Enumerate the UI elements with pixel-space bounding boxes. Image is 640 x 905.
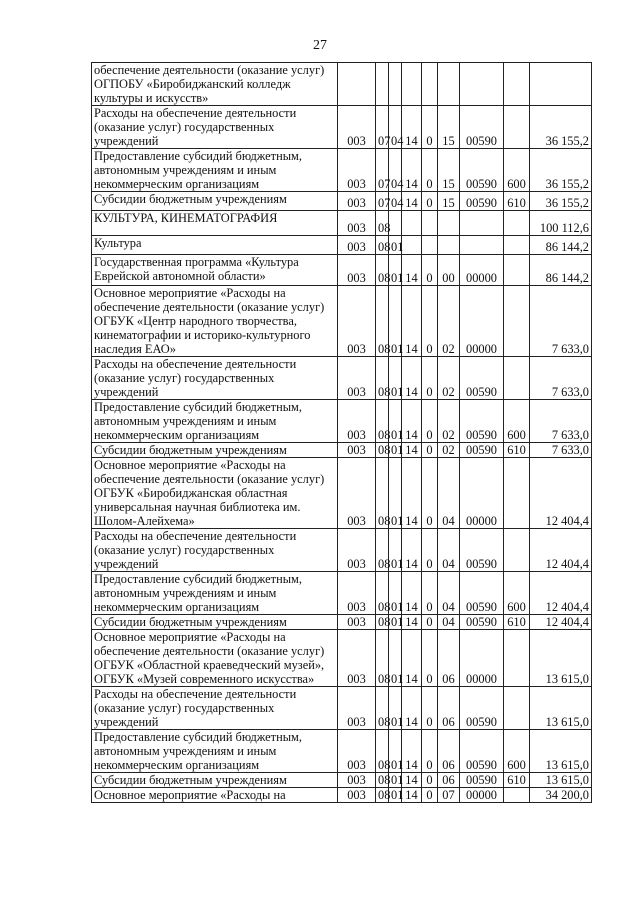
section-code-cell: 08 — [376, 630, 389, 687]
subprogram-code-cell: 0 — [422, 458, 438, 529]
program-code-cell: 14 — [402, 687, 422, 730]
program-code-cell: 14 — [402, 788, 422, 803]
activity-code-cell: 06 — [438, 687, 460, 730]
program-code-cell: 14 — [402, 730, 422, 773]
amount-cell: 86 144,2 — [530, 236, 592, 255]
activity-code-cell: 04 — [438, 529, 460, 572]
subprogram-code-cell: 0 — [422, 443, 438, 458]
table-row — [92, 192, 592, 211]
ministry-code-cell: 003 — [338, 236, 376, 255]
expense-name-cell: Расходы на обеспечение деятельности (оказание услуг) государственных учреждений — [92, 106, 338, 149]
activity-code-cell: 15 — [438, 149, 460, 192]
expense-name-cell: Субсидии бюджетным учреждениям — [92, 443, 338, 458]
subprogram-code-cell: 0 — [422, 357, 438, 400]
table-row — [92, 615, 592, 630]
ministry-code-cell: 003 — [338, 400, 376, 443]
program-code-cell: 14 — [402, 572, 422, 615]
expense-type-code-cell: 610 — [504, 773, 530, 788]
expense-type-code-cell: 610 — [504, 192, 530, 211]
direction-code-cell: 00000 — [460, 458, 504, 529]
program-code-cell: 14 — [402, 630, 422, 687]
amount-cell — [530, 63, 592, 106]
subsection-code-cell: 04 — [389, 106, 402, 149]
expense-type-code-cell — [504, 286, 530, 357]
subsection-code-cell — [389, 63, 402, 106]
section-code-cell: 08 — [376, 730, 389, 773]
amount-cell: 12 404,4 — [530, 615, 592, 630]
expense-name-cell: Расходы на обеспечение деятельности (оказание услуг) государственных учреждений — [92, 687, 338, 730]
program-code-cell: 14 — [402, 400, 422, 443]
expense-name-cell: Субсидии бюджетным учреждениям — [92, 192, 338, 211]
subprogram-code-cell — [422, 63, 438, 106]
section-code-cell: 07 — [376, 149, 389, 192]
subprogram-code-cell: 0 — [422, 529, 438, 572]
expense-name-cell: Расходы на обеспечение деятельности (оказание услуг) государственных учреждений — [92, 529, 338, 572]
expense-name-cell: Расходы на обеспечение деятельности (оказание услуг) государственных учреждений — [92, 357, 338, 400]
expense-type-code-cell: 600 — [504, 572, 530, 615]
subsection-code-cell: 01 — [389, 400, 402, 443]
subsection-code-cell: 01 — [389, 572, 402, 615]
expense-type-code-cell — [504, 357, 530, 400]
subprogram-code-cell: 0 — [422, 255, 438, 286]
activity-code-cell: 07 — [438, 788, 460, 803]
ministry-code-cell: 003 — [338, 458, 376, 529]
table-row — [92, 788, 592, 803]
ministry-code-cell: 003 — [338, 687, 376, 730]
activity-code-cell: 02 — [438, 443, 460, 458]
direction-code-cell: 00590 — [460, 357, 504, 400]
direction-code-cell: 00000 — [460, 286, 504, 357]
expense-name-cell: Основное мероприятие «Расходы на обеспечение деятельности (оказание услуг) ОГБУК «Биробиджанская областная универсальная научная библиотека им. Шолом-Алейхема» — [92, 458, 338, 529]
table-row — [92, 63, 592, 106]
activity-code-cell: 06 — [438, 730, 460, 773]
program-code-cell: 14 — [402, 106, 422, 149]
direction-code-cell — [460, 236, 504, 255]
expense-type-code-cell: 610 — [504, 615, 530, 630]
activity-code-cell: 06 — [438, 773, 460, 788]
subsection-code-cell: 01 — [389, 357, 402, 400]
activity-code-cell: 15 — [438, 106, 460, 149]
expense-type-code-cell — [504, 211, 530, 236]
subsection-code-cell: 01 — [389, 529, 402, 572]
program-code-cell: 14 — [402, 529, 422, 572]
table-row — [92, 357, 592, 400]
expense-name-cell: Культура — [92, 236, 338, 255]
section-code-cell: 08 — [376, 458, 389, 529]
program-code-cell — [402, 236, 422, 255]
table-row — [92, 529, 592, 572]
program-code-cell: 14 — [402, 286, 422, 357]
subsection-code-cell: 01 — [389, 458, 402, 529]
program-code-cell: 14 — [402, 443, 422, 458]
ministry-code-cell: 003 — [338, 286, 376, 357]
activity-code-cell: 02 — [438, 400, 460, 443]
subsection-code-cell: 01 — [389, 255, 402, 286]
table-row — [92, 572, 592, 615]
table-row — [92, 211, 592, 236]
expense-name-cell: Государственная программа «Культура Еврейской автономной области» — [92, 255, 338, 286]
expense-type-code-cell — [504, 687, 530, 730]
amount-cell: 13 615,0 — [530, 630, 592, 687]
amount-cell: 12 404,4 — [530, 458, 592, 529]
subsection-code-cell: 01 — [389, 788, 402, 803]
ministry-code-cell: 003 — [338, 192, 376, 211]
expense-name-cell: Предоставление субсидий бюджетным, автономным учреждениям и иным некоммерческим организациям — [92, 572, 338, 615]
ministry-code-cell — [338, 63, 376, 106]
program-code-cell: 14 — [402, 149, 422, 192]
activity-code-cell — [438, 236, 460, 255]
expense-name-cell: Субсидии бюджетным учреждениям — [92, 773, 338, 788]
activity-code-cell — [438, 211, 460, 236]
amount-cell: 36 155,2 — [530, 149, 592, 192]
table-row — [92, 149, 592, 192]
expense-name-cell: Основное мероприятие «Расходы на обеспечение деятельности (оказание услуг) ОГБУК «Центр народного творчества, кинематографии и историко-культурного наследия ЕАО» — [92, 286, 338, 357]
section-code-cell: 08 — [376, 357, 389, 400]
subsection-code-cell — [389, 211, 402, 236]
ministry-code-cell: 003 — [338, 730, 376, 773]
ministry-code-cell: 003 — [338, 255, 376, 286]
program-code-cell: 14 — [402, 458, 422, 529]
expense-type-code-cell — [504, 529, 530, 572]
ministry-code-cell: 003 — [338, 615, 376, 630]
direction-code-cell: 00590 — [460, 443, 504, 458]
program-code-cell — [402, 211, 422, 236]
section-code-cell: 08 — [376, 443, 389, 458]
activity-code-cell: 00 — [438, 255, 460, 286]
amount-cell: 86 144,2 — [530, 255, 592, 286]
amount-cell: 13 615,0 — [530, 687, 592, 730]
activity-code-cell: 15 — [438, 192, 460, 211]
amount-cell: 36 155,2 — [530, 106, 592, 149]
subsection-code-cell: 01 — [389, 615, 402, 630]
section-code-cell: 08 — [376, 400, 389, 443]
section-code-cell: 08 — [376, 529, 389, 572]
subprogram-code-cell: 0 — [422, 106, 438, 149]
expense-name-cell: КУЛЬТУРА, КИНЕМАТОГРАФИЯ — [92, 211, 338, 236]
subprogram-code-cell: 0 — [422, 192, 438, 211]
subsection-code-cell: 01 — [389, 286, 402, 357]
direction-code-cell: 00590 — [460, 149, 504, 192]
ministry-code-cell: 003 — [338, 773, 376, 788]
amount-cell: 100 112,6 — [530, 211, 592, 236]
amount-cell: 12 404,4 — [530, 529, 592, 572]
section-code-cell: 08 — [376, 687, 389, 730]
amount-cell: 7 633,0 — [530, 400, 592, 443]
page-number: 27 — [313, 38, 327, 53]
amount-cell: 7 633,0 — [530, 286, 592, 357]
table-row — [92, 730, 592, 773]
table-row — [92, 773, 592, 788]
subsection-code-cell: 01 — [389, 443, 402, 458]
ministry-code-cell: 003 — [338, 149, 376, 192]
direction-code-cell: 00590 — [460, 687, 504, 730]
section-code-cell: 08 — [376, 286, 389, 357]
subprogram-code-cell: 0 — [422, 730, 438, 773]
subprogram-code-cell: 0 — [422, 572, 438, 615]
section-code-cell — [376, 63, 389, 106]
amount-cell: 34 200,0 — [530, 788, 592, 803]
subprogram-code-cell — [422, 236, 438, 255]
subsection-code-cell: 04 — [389, 192, 402, 211]
ministry-code-cell: 003 — [338, 529, 376, 572]
section-code-cell: 08 — [376, 615, 389, 630]
ministry-code-cell: 003 — [338, 630, 376, 687]
activity-code-cell: 04 — [438, 615, 460, 630]
expense-name-cell: Предоставление субсидий бюджетным, автономным учреждениям и иным некоммерческим организациям — [92, 400, 338, 443]
direction-code-cell — [460, 63, 504, 106]
ministry-code-cell: 003 — [338, 357, 376, 400]
section-code-cell: 08 — [376, 236, 389, 255]
program-code-cell: 14 — [402, 357, 422, 400]
ministry-code-cell: 003 — [338, 106, 376, 149]
expense-type-code-cell — [504, 63, 530, 106]
section-code-cell: 08 — [376, 788, 389, 803]
ministry-code-cell: 003 — [338, 211, 376, 236]
amount-cell: 36 155,2 — [530, 192, 592, 211]
subprogram-code-cell — [422, 211, 438, 236]
table-row — [92, 458, 592, 529]
subprogram-code-cell: 0 — [422, 773, 438, 788]
amount-cell: 7 633,0 — [530, 443, 592, 458]
direction-code-cell: 00590 — [460, 773, 504, 788]
table-row — [92, 630, 592, 687]
table-row — [92, 106, 592, 149]
subsection-code-cell: 01 — [389, 730, 402, 773]
section-code-cell: 08 — [376, 773, 389, 788]
expense-name-cell: Предоставление субсидий бюджетным, автономным учреждениям и иным некоммерческим организациям — [92, 149, 338, 192]
expense-name-cell: Предоставление субсидий бюджетным, автономным учреждениям и иным некоммерческим организациям — [92, 730, 338, 773]
activity-code-cell: 02 — [438, 286, 460, 357]
subsection-code-cell: 01 — [389, 687, 402, 730]
table-row — [92, 255, 592, 286]
section-code-cell: 08 — [376, 572, 389, 615]
ministry-code-cell: 003 — [338, 572, 376, 615]
subprogram-code-cell: 0 — [422, 400, 438, 443]
direction-code-cell: 00590 — [460, 192, 504, 211]
subsection-code-cell: 01 — [389, 630, 402, 687]
direction-code-cell: 00590 — [460, 615, 504, 630]
direction-code-cell: 00590 — [460, 529, 504, 572]
expense-type-code-cell — [504, 106, 530, 149]
expense-name-cell: обеспечение деятельности (оказание услуг) ОГПОБУ «Биробиджанский колледж культуры и искусств» — [92, 63, 338, 106]
activity-code-cell — [438, 63, 460, 106]
ministry-code-cell: 003 — [338, 443, 376, 458]
expense-name-cell: Основное мероприятие «Расходы на обеспечение деятельности (оказание услуг) ОГБУК «Областной краеведческий музей», ОГБУК «Музей современного искусства» — [92, 630, 338, 687]
section-code-cell: 07 — [376, 106, 389, 149]
table-row — [92, 443, 592, 458]
budget-table — [91, 62, 592, 803]
direction-code-cell: 00590 — [460, 572, 504, 615]
table-row — [92, 687, 592, 730]
expense-type-code-cell: 610 — [504, 443, 530, 458]
program-code-cell: 14 — [402, 615, 422, 630]
amount-cell: 13 615,0 — [530, 773, 592, 788]
direction-code-cell: 00000 — [460, 788, 504, 803]
expense-name-cell: Субсидии бюджетным учреждениям — [92, 615, 338, 630]
table-row — [92, 400, 592, 443]
expense-type-code-cell: 600 — [504, 149, 530, 192]
expense-name-cell: Основное мероприятие «Расходы на — [92, 788, 338, 803]
program-code-cell — [402, 63, 422, 106]
subsection-code-cell: 01 — [389, 236, 402, 255]
subsection-code-cell: 01 — [389, 773, 402, 788]
expense-type-code-cell: 600 — [504, 730, 530, 773]
direction-code-cell — [460, 211, 504, 236]
activity-code-cell: 06 — [438, 630, 460, 687]
expense-type-code-cell: 600 — [504, 400, 530, 443]
direction-code-cell: 00590 — [460, 400, 504, 443]
table-row — [92, 286, 592, 357]
ministry-code-cell: 003 — [338, 788, 376, 803]
activity-code-cell: 04 — [438, 572, 460, 615]
subprogram-code-cell: 0 — [422, 687, 438, 730]
amount-cell: 7 633,0 — [530, 357, 592, 400]
direction-code-cell: 00590 — [460, 730, 504, 773]
program-code-cell: 14 — [402, 773, 422, 788]
direction-code-cell: 00590 — [460, 106, 504, 149]
direction-code-cell: 00000 — [460, 255, 504, 286]
section-code-cell: 08 — [376, 255, 389, 286]
amount-cell: 12 404,4 — [530, 572, 592, 615]
direction-code-cell: 00000 — [460, 630, 504, 687]
expense-type-code-cell — [504, 458, 530, 529]
subprogram-code-cell: 0 — [422, 286, 438, 357]
expense-type-code-cell — [504, 236, 530, 255]
expense-type-code-cell — [504, 630, 530, 687]
expense-type-code-cell — [504, 788, 530, 803]
program-code-cell: 14 — [402, 192, 422, 211]
subprogram-code-cell: 0 — [422, 149, 438, 192]
activity-code-cell: 02 — [438, 357, 460, 400]
program-code-cell: 14 — [402, 255, 422, 286]
amount-cell: 13 615,0 — [530, 730, 592, 773]
subprogram-code-cell: 0 — [422, 788, 438, 803]
section-code-cell: 08 — [376, 211, 389, 236]
activity-code-cell: 04 — [438, 458, 460, 529]
subsection-code-cell: 04 — [389, 149, 402, 192]
subprogram-code-cell: 0 — [422, 615, 438, 630]
section-code-cell: 07 — [376, 192, 389, 211]
subprogram-code-cell: 0 — [422, 630, 438, 687]
expense-type-code-cell — [504, 255, 530, 286]
table-row — [92, 236, 592, 255]
